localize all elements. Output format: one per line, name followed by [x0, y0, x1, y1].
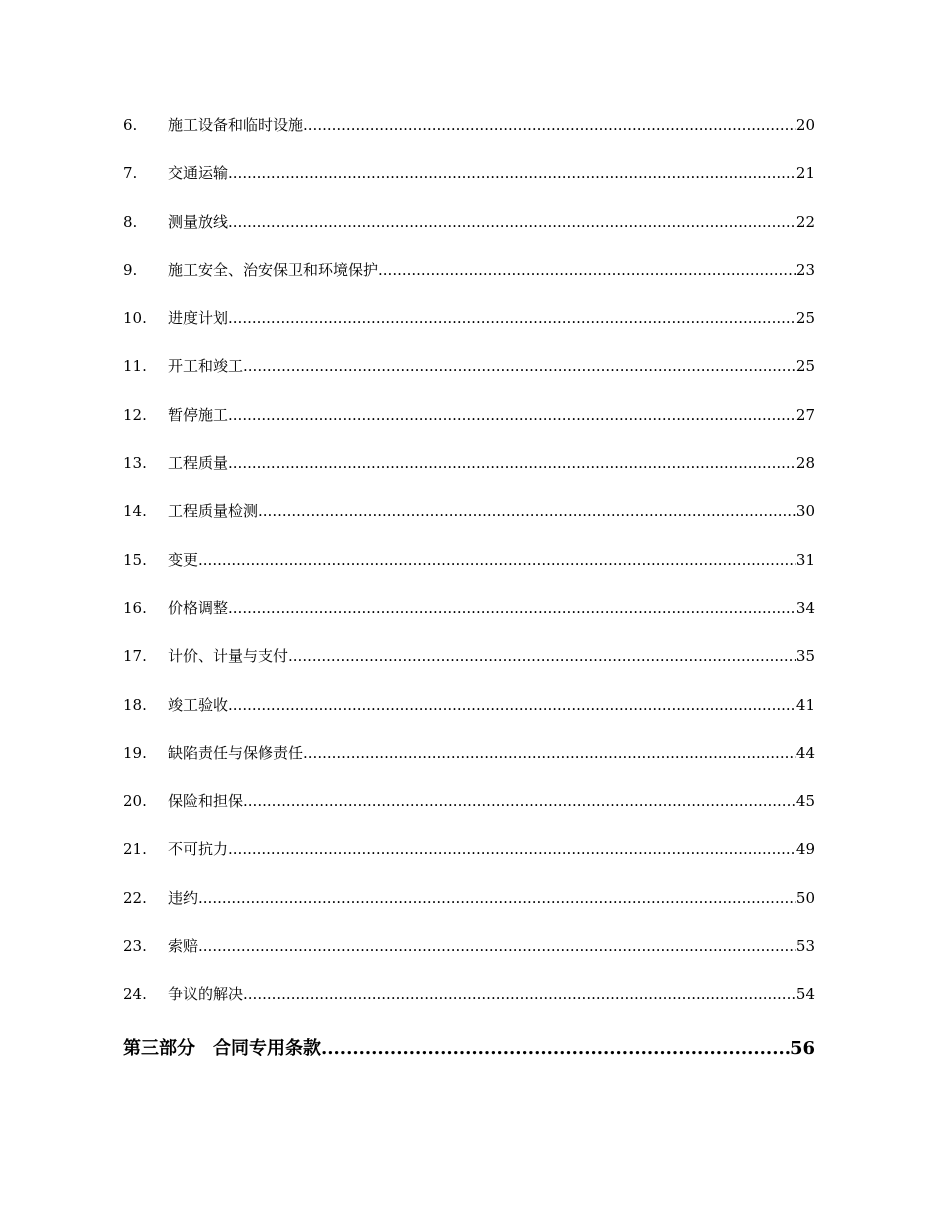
toc-entry-12[interactable]	[123, 404, 815, 452]
toc-entry-number: 23.	[123, 937, 147, 956]
toc-entry-number: 20.	[123, 792, 147, 811]
toc-entry-title: 不可抗力	[168, 840, 229, 859]
toc-entry-page: 25	[795, 309, 815, 328]
toc-dot-leader	[198, 549, 796, 571]
toc-entry-9[interactable]	[123, 259, 815, 307]
toc-entry-number: 17.	[123, 647, 147, 666]
toc-entry-page: 50	[795, 888, 815, 907]
toc-part-page: 56	[789, 1037, 815, 1059]
toc-dot-leader	[198, 935, 796, 957]
toc-entry-24[interactable]	[123, 983, 815, 1031]
toc-entry-title: 竣工验收	[168, 695, 229, 714]
toc-entry-7[interactable]	[123, 162, 815, 210]
toc-entry-title: 施工安全、治安保卫和环境保护	[168, 260, 379, 279]
toc-entry-number: 21.	[123, 840, 147, 859]
toc-entry-title: 交通运输	[168, 164, 229, 183]
toc-entry-page: 30	[795, 502, 815, 521]
toc-entry-page: 22	[795, 212, 815, 231]
toc-entry-15[interactable]	[123, 549, 815, 597]
toc-entry-page: 21	[795, 164, 815, 183]
toc-entry-number: 15.	[123, 550, 147, 569]
toc-entry-title: 争议的解决	[168, 985, 244, 1004]
toc-dot-leader	[228, 597, 796, 619]
toc-entry-page: 34	[795, 598, 815, 617]
toc-entry-page: 35	[795, 647, 815, 666]
toc-entry-number: 8.	[123, 212, 138, 231]
toc-entry-title: 变更	[168, 550, 199, 569]
toc-entry-number: 7.	[123, 164, 138, 183]
toc-entry-page: 31	[795, 550, 815, 569]
toc-dot-leader	[228, 307, 796, 329]
toc-entry-title: 暂停施工	[168, 405, 229, 424]
toc-entry-page: 41	[795, 695, 815, 714]
toc-part-three[interactable]	[123, 1036, 815, 1062]
toc-dot-leader	[303, 742, 796, 764]
toc-entry-page: 28	[795, 454, 815, 473]
toc-entry-number: 12.	[123, 405, 147, 424]
toc-entry-number: 13.	[123, 454, 147, 473]
toc-entry-page: 25	[795, 357, 815, 376]
toc-dot-leader	[228, 452, 796, 474]
toc-entry-11[interactable]	[123, 355, 815, 403]
toc-entry-19[interactable]	[123, 742, 815, 790]
toc-part-title: 第三部分 合同专用条款	[123, 1037, 321, 1059]
toc-dot-leader	[198, 887, 796, 909]
toc-entry-page: 23	[795, 260, 815, 279]
toc-entry-number: 11.	[123, 357, 147, 376]
toc-dot-leader	[228, 211, 796, 233]
toc-entry-page: 53	[795, 937, 815, 956]
toc-entry-title: 进度计划	[168, 309, 229, 328]
toc-entry-title: 开工和竣工	[168, 357, 244, 376]
toc-dot-leader	[321, 1036, 790, 1062]
toc-entry-page: 49	[795, 840, 815, 859]
toc-entry-title: 计价、计量与支付	[168, 647, 289, 666]
toc-entry-number: 22.	[123, 888, 147, 907]
toc-entry-title: 价格调整	[168, 598, 229, 617]
toc-dot-leader	[228, 838, 796, 860]
toc-dot-leader	[303, 114, 796, 136]
toc-dot-leader	[228, 404, 796, 426]
toc-entry-21[interactable]	[123, 838, 815, 886]
toc-entry-number: 10.	[123, 309, 147, 328]
toc-entry-number: 16.	[123, 598, 147, 617]
toc-entry-title: 违约	[168, 888, 199, 907]
toc-entry-8[interactable]	[123, 211, 815, 259]
toc-entry-page: 45	[795, 792, 815, 811]
toc-entry-number: 19.	[123, 743, 147, 762]
toc-entry-23[interactable]	[123, 935, 815, 983]
toc-dot-leader	[288, 645, 796, 667]
toc-entry-title: 施工设备和临时设施	[168, 116, 304, 134]
toc-entry-number: 14.	[123, 502, 147, 521]
toc-entry-title: 测量放线	[168, 212, 229, 231]
toc-entry-13[interactable]	[123, 452, 815, 500]
toc-dot-leader	[228, 162, 796, 184]
toc-entry-16[interactable]	[123, 597, 815, 645]
toc-entry-20[interactable]	[123, 790, 815, 838]
toc-entry-6[interactable]	[123, 114, 815, 162]
toc-entry-title: 工程质量检测	[168, 502, 259, 521]
toc-entry-number: 18.	[123, 695, 147, 714]
toc-entry-number: 24.	[123, 985, 147, 1004]
toc-dot-leader	[258, 500, 796, 522]
toc-entry-page: 27	[795, 405, 815, 424]
toc-entry-18[interactable]	[123, 694, 815, 742]
toc-entry-page: 44	[795, 743, 815, 762]
toc-dot-leader	[243, 790, 796, 812]
toc-entry-title: 缺陷责任与保修责任	[168, 743, 304, 762]
table-of-contents	[123, 114, 815, 1062]
toc-entry-14[interactable]	[123, 500, 815, 548]
toc-entry-number: 6.	[123, 116, 138, 134]
toc-dot-leader	[243, 983, 796, 1005]
toc-entry-17[interactable]	[123, 645, 815, 693]
toc-entry-title: 保险和担保	[168, 792, 244, 811]
toc-entry-page: 54	[795, 985, 815, 1004]
toc-dot-leader	[243, 355, 796, 377]
toc-entry-title: 索赔	[168, 937, 199, 956]
toc-entry-22[interactable]	[123, 887, 815, 935]
toc-entry-title: 工程质量	[168, 454, 229, 473]
toc-entry-page: 20	[795, 116, 815, 134]
toc-entry-10[interactable]	[123, 307, 815, 355]
toc-dot-leader	[228, 694, 796, 716]
toc-dot-leader	[378, 259, 796, 281]
toc-entry-number: 9.	[123, 260, 138, 279]
